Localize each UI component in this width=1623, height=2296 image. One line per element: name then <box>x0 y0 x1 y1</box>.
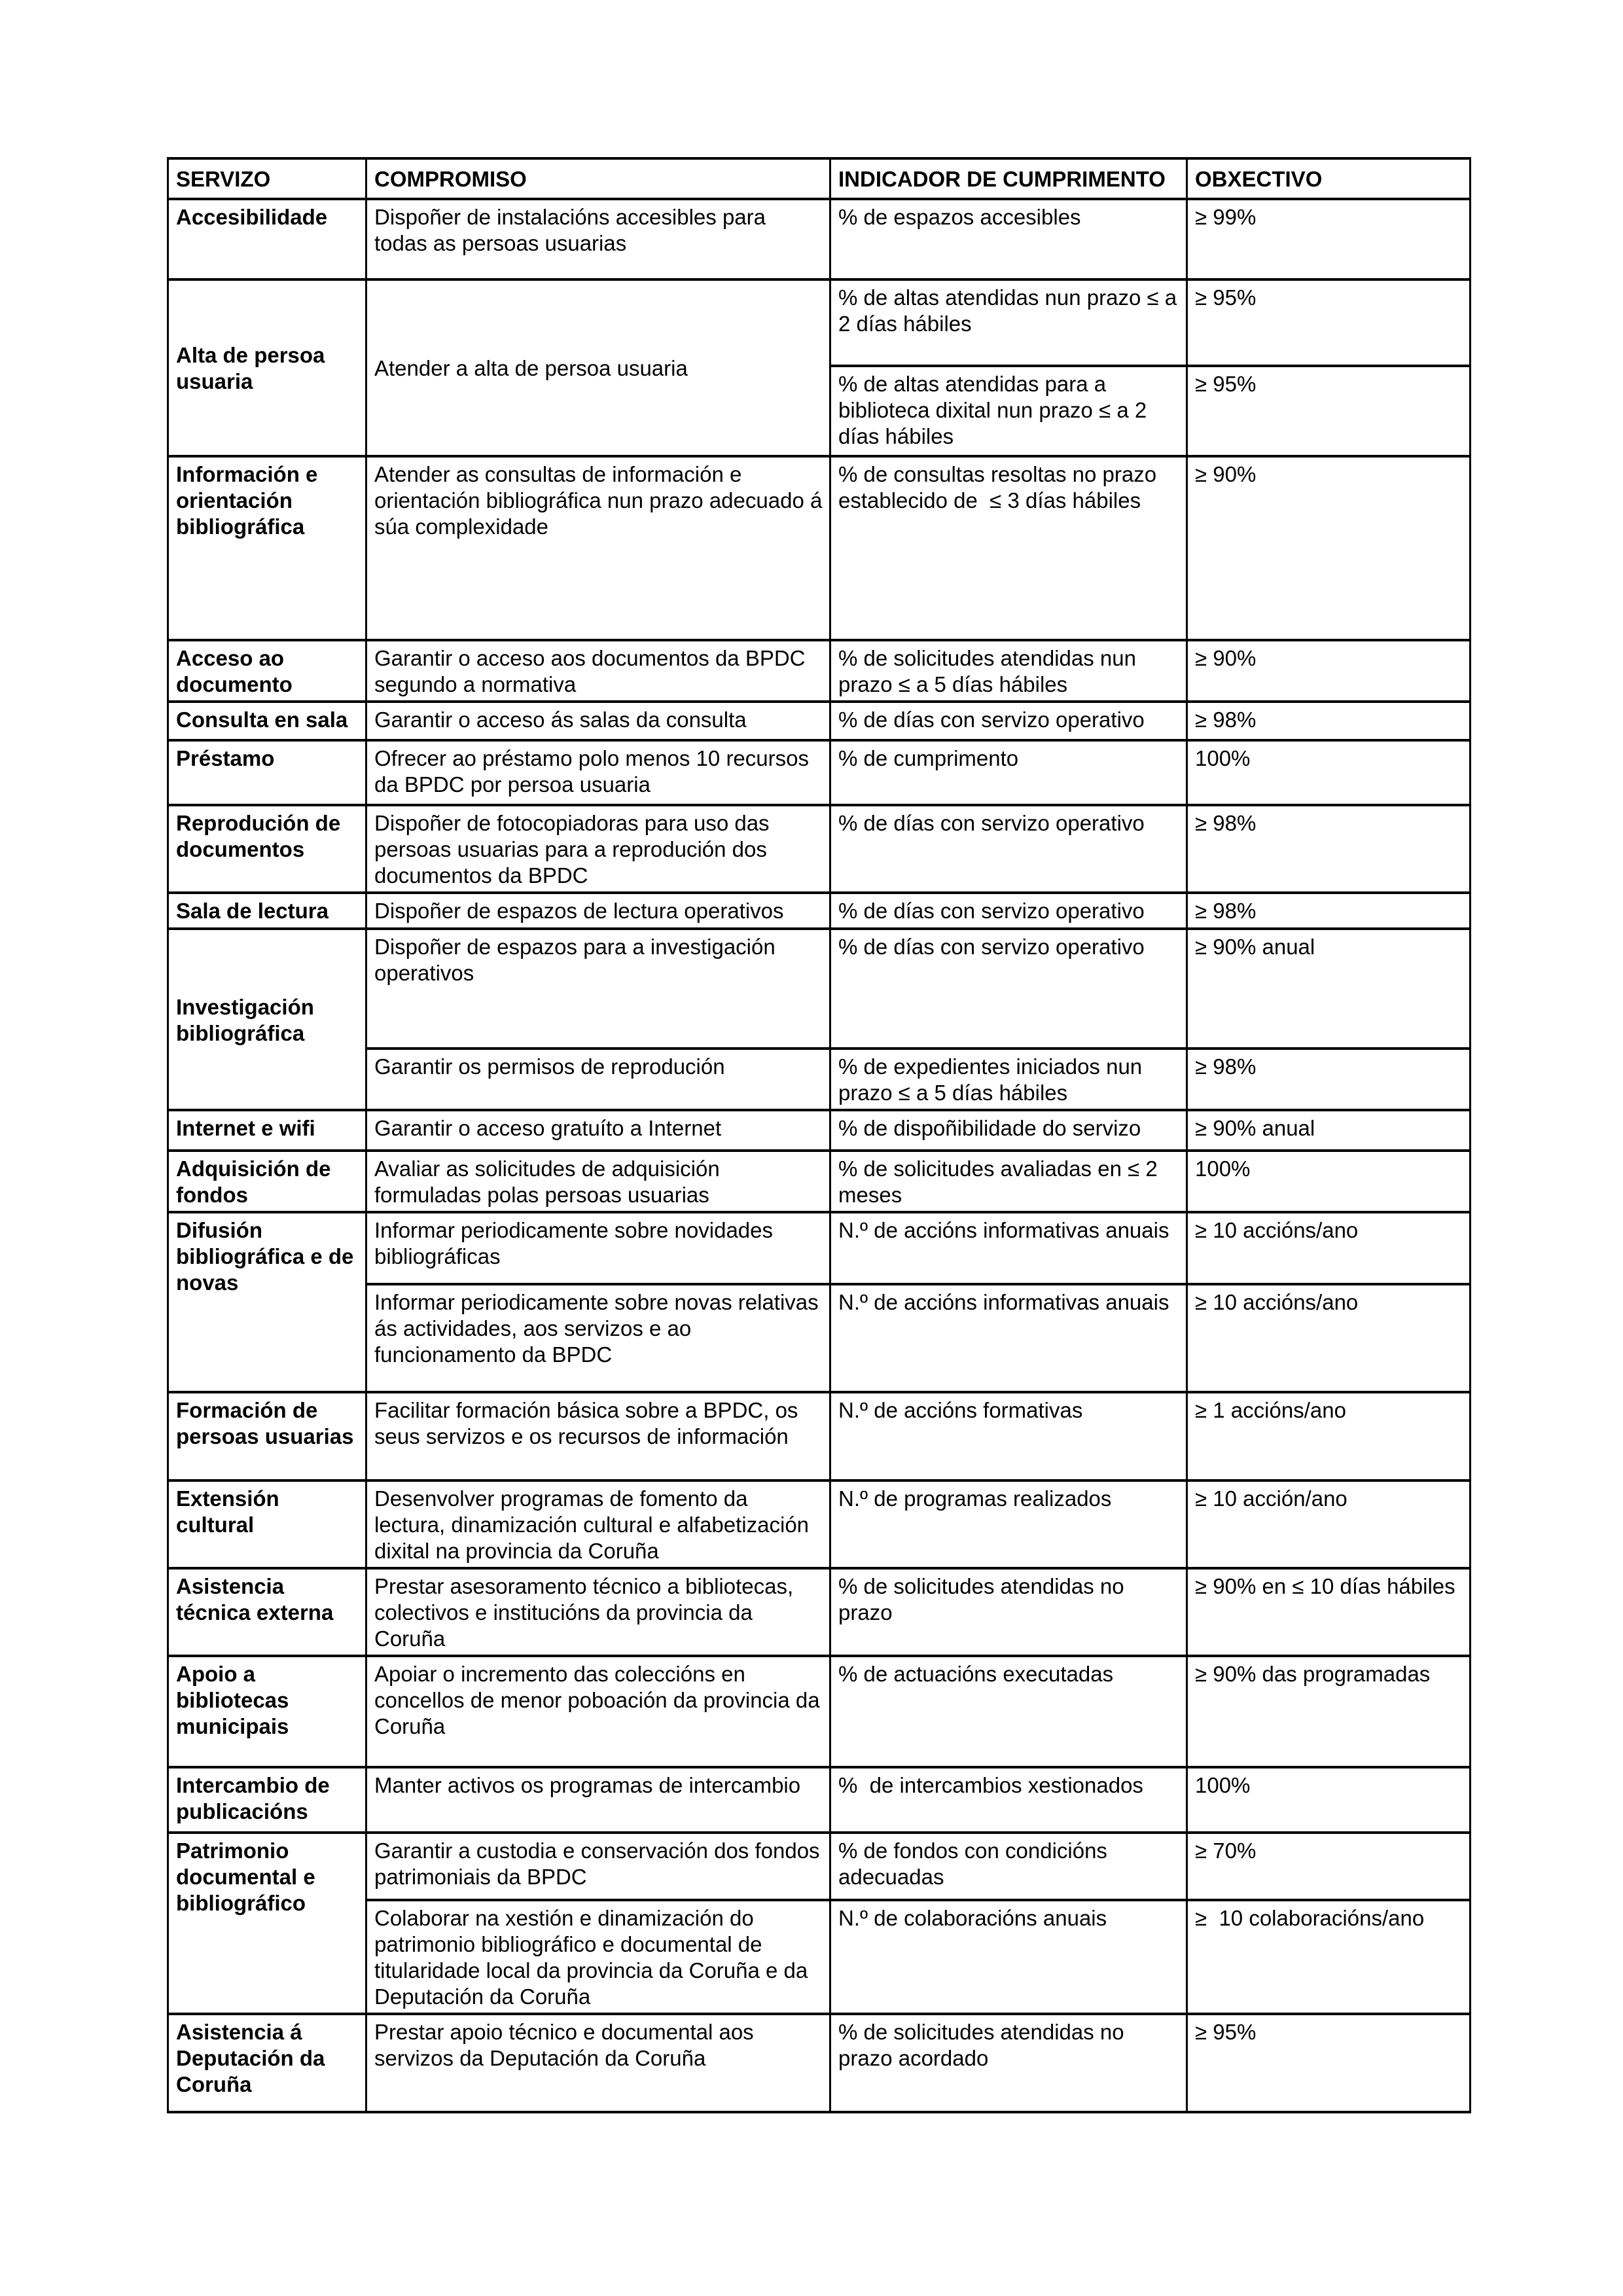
service-cell: Asistencia á Deputación da Coruña <box>168 2014 366 2112</box>
service-cell: Apoio a bibliotecas municipais <box>168 1656 366 1767</box>
commitment-cell: Informar periodicamente sobre novas relativas ás actividades, aos servizos e ao funcionamento da BPDC <box>366 1284 830 1392</box>
header-row <box>168 158 1471 199</box>
commitment-cell: Informar periodicamente sobre novidades bibliográficas <box>366 1212 830 1284</box>
indicator-cell: % de solicitudes atendidas nun prazo ≤ a 5 días hábiles <box>830 640 1187 702</box>
objective-cell: ≥ 98% <box>1187 702 1471 740</box>
indicator-cell: % de intercambios xestionados <box>830 1767 1187 1833</box>
commitment-cell: Colaborar na xestión e dinamización do patrimonio bibliográfico e documental de titularidade local da provincia da Coruña e da Deputación da Coruña <box>366 1900 830 2014</box>
col-header-obxectivo: OBXECTIVO <box>1187 158 1471 199</box>
indicator-cell: N.º de accións formativas <box>830 1392 1187 1480</box>
table-row <box>168 640 1471 702</box>
service-cell: Sala de lectura <box>168 893 366 929</box>
objective-cell: ≥ 98% <box>1187 805 1471 893</box>
indicator-cell: % de días con servizo operativo <box>830 929 1187 1049</box>
objective-cell: ≥ 90% <box>1187 640 1471 702</box>
service-cell: Accesibilidade <box>168 199 366 279</box>
commitment-cell: Prestar apoio técnico e documental aos servizos da Deputación da Coruña <box>366 2014 830 2112</box>
indicator-cell: % de solicitudes atendidas no prazo <box>830 1568 1187 1656</box>
service-cell: Reprodución de documentos <box>168 805 366 893</box>
table-row <box>168 1656 1471 1767</box>
service-cell: Extensión cultural <box>168 1480 366 1568</box>
commitment-cell: Prestar asesoramento técnico a bibliotecas, colectivos e institucións da provincia da Coruña <box>366 1568 830 1656</box>
service-cell: Consulta en sala <box>168 702 366 740</box>
table-row <box>168 1151 1471 1212</box>
table-row <box>168 2014 1471 2112</box>
commitment-cell: Atender as consultas de información e orientación bibliográfica nun prazo adecuado á súa complexidade <box>366 456 830 640</box>
table-row <box>168 893 1471 929</box>
commitment-cell: Garantir os permisos de reprodución <box>366 1049 830 1110</box>
objective-cell: ≥ 70% <box>1187 1833 1471 1900</box>
objective-cell: 100% <box>1187 1151 1471 1212</box>
indicator-cell: % de espazos accesibles <box>830 199 1187 279</box>
commitment-cell: Dispoñer de espazos de lectura operativos <box>366 893 830 929</box>
indicator-cell: % de dispoñibilidade do servizo <box>830 1110 1187 1151</box>
commitment-cell: Garantir o acceso gratuíto a Internet <box>366 1110 830 1151</box>
table-row <box>168 1480 1471 1568</box>
indicator-cell: % de expedientes iniciados nun prazo ≤ a 5 días hábiles <box>830 1049 1187 1110</box>
table-row <box>168 740 1471 805</box>
service-cell: Préstamo <box>168 740 366 805</box>
commitment-cell: Dispoñer de fotocopiadoras para uso das persoas usuarias para a reprodución dos documentos da BPDC <box>366 805 830 893</box>
commitment-cell: Garantir a custodia e conservación dos fondos patrimoniais da BPDC <box>366 1833 830 1900</box>
indicator-cell: N.º de accións informativas anuais <box>830 1212 1187 1284</box>
service-cell: Difusión bibliográfica e de novas <box>168 1212 366 1392</box>
table-row <box>168 1212 1471 1284</box>
objective-cell: ≥ 98% <box>1187 893 1471 929</box>
service-cell: Investigación bibliográfica <box>168 929 366 1110</box>
commitment-cell: Ofrecer ao préstamo polo menos 10 recursos da BPDC por persoa usuaria <box>366 740 830 805</box>
indicator-cell: N.º de colaboracións anuais <box>830 1900 1187 2014</box>
service-cell: Adquisición de fondos <box>168 1151 366 1212</box>
indicator-cell: % de solicitudes avaliadas en ≤ 2 meses <box>830 1151 1187 1212</box>
service-cell: Información e orientación bibliográfica <box>168 456 366 640</box>
indicator-cell: % de actuacións executadas <box>830 1656 1187 1767</box>
objective-cell: ≥ 10 acción/ano <box>1187 1480 1471 1568</box>
indicator-cell: % de días con servizo operativo <box>830 805 1187 893</box>
commitment-cell: Apoiar o incremento das coleccións en concellos de menor poboación da provincia da Coruña <box>366 1656 830 1767</box>
col-header-compromiso: COMPROMISO <box>366 158 830 199</box>
table-row <box>168 456 1471 640</box>
objective-cell: ≥ 10 accións/ano <box>1187 1284 1471 1392</box>
objective-cell: ≥ 10 accións/ano <box>1187 1212 1471 1284</box>
table-row <box>168 279 1471 366</box>
commitment-cell: Dispoñer de instalacións accesibles para todas as persoas usuarias <box>366 199 830 279</box>
commitment-cell: Garantir o acceso aos documentos da BPDC segundo a normativa <box>366 640 830 702</box>
commitment-cell: Garantir o acceso ás salas da consulta <box>366 702 830 740</box>
commitment-cell: Facilitar formación básica sobre a BPDC, os seus servizos e os recursos de información <box>366 1392 830 1480</box>
service-cell: Formación de persoas usuarias <box>168 1392 366 1480</box>
table-row <box>168 1568 1471 1656</box>
service-cell: Internet e wifi <box>168 1110 366 1151</box>
objective-cell: ≥ 95% <box>1187 279 1471 366</box>
table-row <box>168 805 1471 893</box>
service-cell: Asistencia técnica externa <box>168 1568 366 1656</box>
table-row <box>168 1833 1471 1900</box>
objective-cell: ≥ 10 colaboracións/ano <box>1187 1900 1471 2014</box>
service-cell: Alta de persoa usuaria <box>168 279 366 456</box>
objective-cell: ≥ 90% das programadas <box>1187 1656 1471 1767</box>
objective-cell: ≥ 90% anual <box>1187 929 1471 1049</box>
table-row <box>168 702 1471 740</box>
objective-cell: ≥ 90% <box>1187 456 1471 640</box>
commitment-cell: Manter activos os programas de intercambio <box>366 1767 830 1833</box>
service-cell: Patrimonio documental e bibliográfico <box>168 1833 366 2014</box>
objective-cell: ≥ 98% <box>1187 1049 1471 1110</box>
service-charter-table <box>167 157 1471 2113</box>
objective-cell: 100% <box>1187 1767 1471 1833</box>
objective-cell: ≥ 95% <box>1187 366 1471 456</box>
table-row <box>168 1110 1471 1151</box>
commitment-cell: Desenvolver programas de fomento da lectura, dinamización cultural e alfabetización dixital na provincia da Coruña <box>366 1480 830 1568</box>
objective-cell: ≥ 99% <box>1187 199 1471 279</box>
objective-cell: ≥ 95% <box>1187 2014 1471 2112</box>
table-row <box>168 1392 1471 1480</box>
commitment-cell: Avaliar as solicitudes de adquisición formuladas polas persoas usuarias <box>366 1151 830 1212</box>
indicator-cell: % de consultas resoltas no prazo establecido de ≤ 3 días hábiles <box>830 456 1187 640</box>
indicator-cell: % de días con servizo operativo <box>830 893 1187 929</box>
indicator-cell: N.º de programas realizados <box>830 1480 1187 1568</box>
table-row <box>168 199 1471 279</box>
objective-cell: ≥ 90% anual <box>1187 1110 1471 1151</box>
indicator-cell: % de fondos con condicións adecuadas <box>830 1833 1187 1900</box>
commitment-cell: Dispoñer de espazos para a investigación operativos <box>366 929 830 1049</box>
col-header-indicador: INDICADOR DE CUMPRIMENTO <box>830 158 1187 199</box>
service-cell: Acceso ao documento <box>168 640 366 702</box>
commitment-cell: Atender a alta de persoa usuaria <box>366 279 830 456</box>
service-cell: Intercambio de publicacións <box>168 1767 366 1833</box>
col-header-servizo: SERVIZO <box>168 158 366 199</box>
indicator-cell: % de solicitudes atendidas no prazo acordado <box>830 2014 1187 2112</box>
indicator-cell: % de cumprimento <box>830 740 1187 805</box>
indicator-cell: N.º de accións informativas anuais <box>830 1284 1187 1392</box>
objective-cell: ≥ 1 accións/ano <box>1187 1392 1471 1480</box>
indicator-cell: % de días con servizo operativo <box>830 702 1187 740</box>
table-row <box>168 1767 1471 1833</box>
indicator-cell: % de altas atendidas para a biblioteca dixital nun prazo ≤ a 2 días hábiles <box>830 366 1187 456</box>
objective-cell: ≥ 90% en ≤ 10 días hábiles <box>1187 1568 1471 1656</box>
objective-cell: 100% <box>1187 740 1471 805</box>
indicator-cell: % de altas atendidas nun prazo ≤ a 2 días hábiles <box>830 279 1187 366</box>
table-row <box>168 929 1471 1049</box>
